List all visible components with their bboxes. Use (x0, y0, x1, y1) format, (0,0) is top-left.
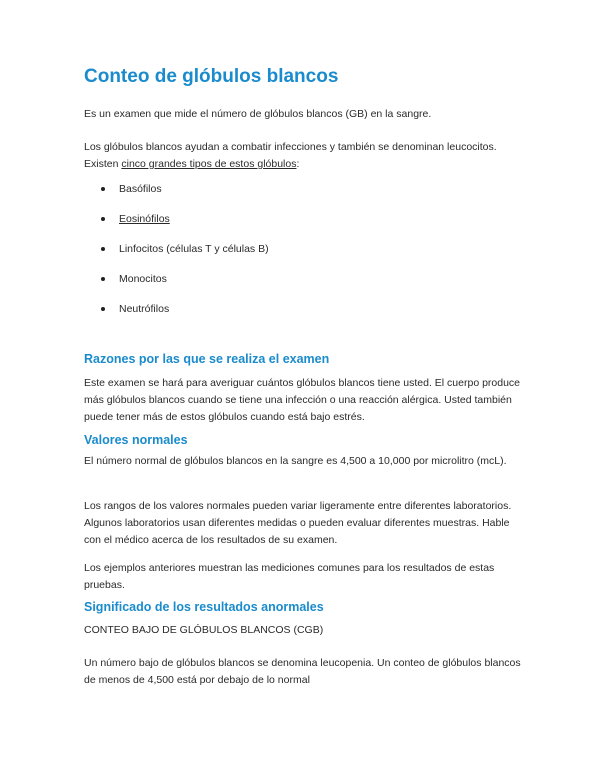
reasons-heading: Razones por las que se realiza el examen (84, 352, 330, 366)
five-types-link[interactable]: cinco grandes tipos de estos glóbulos (121, 158, 297, 170)
types-paragraph (84, 139, 524, 173)
cell-type-label: Monocitos (119, 273, 167, 285)
cell-type-link[interactable]: Eosinófilos (119, 213, 170, 225)
list-item (84, 271, 269, 301)
normal-values-heading: Valores normales (84, 433, 188, 447)
types-suffix: : (296, 158, 300, 170)
bullet-icon (101, 217, 105, 221)
cell-type-label: Linfocitos (células T y células B) (119, 243, 269, 255)
bullet-icon (101, 247, 105, 251)
normal-values-paragraph-1: El número normal de glóbulos blancos en la sangre es 4,500 a 10,000 por microlitro (mcL). (84, 455, 507, 467)
list-item (84, 301, 269, 331)
cell-type-label: Neutrófilos (119, 303, 170, 315)
types-prefix: Existen (84, 158, 122, 170)
list-item (84, 211, 269, 241)
list-item (84, 241, 269, 271)
bullet-icon (101, 187, 105, 191)
normal-values-paragraph-3: Los ejemplos anteriores muestran las mediciones comunes para los resultados de estas pruebas. (84, 562, 495, 591)
list-item (84, 181, 269, 211)
types-line1: Los glóbulos blancos ayudan a combatir infecciones y también se denominan leucocitos. (84, 141, 497, 153)
bullet-icon (101, 307, 105, 311)
normal-values-paragraph-2: Los rangos de los valores normales pueden variar ligeramente entre diferentes laboratorios. Algunos laboratorios usan diferentes medidas o pueden evaluar diferentes muestras. Hable con el médico acerca de los resultados de su examen. (84, 500, 512, 546)
abnormal-paragraph: Un número bajo de glóbulos blancos se denomina leucopenia. Un conteo de glóbulos blancos de menos de 4,500 está por debajo de lo normal (84, 657, 521, 686)
page-title: Conteo de glóbulos blancos (84, 66, 339, 87)
reasons-paragraph: Este examen se hará para averiguar cuántos glóbulos blancos tiene usted. El cuerpo produce más glóbulos blancos cuando se tiene una infección o una reacción alérgica. Usted también puede tener más de estos glóbulos cuando está bajo estrés. (84, 377, 521, 423)
intro-paragraph: Es un examen que mide el número de glóbulos blancos (GB) en la sangre. (84, 108, 432, 120)
cell-type-label: Basófilos (119, 183, 162, 195)
cell-types-list (84, 181, 269, 331)
abnormal-heading: Significado de los resultados anormales (84, 600, 324, 614)
abnormal-subheading: CONTEO BAJO DE GLÓBULOS BLANCOS (CGB) (84, 624, 324, 636)
bullet-icon (101, 277, 105, 281)
